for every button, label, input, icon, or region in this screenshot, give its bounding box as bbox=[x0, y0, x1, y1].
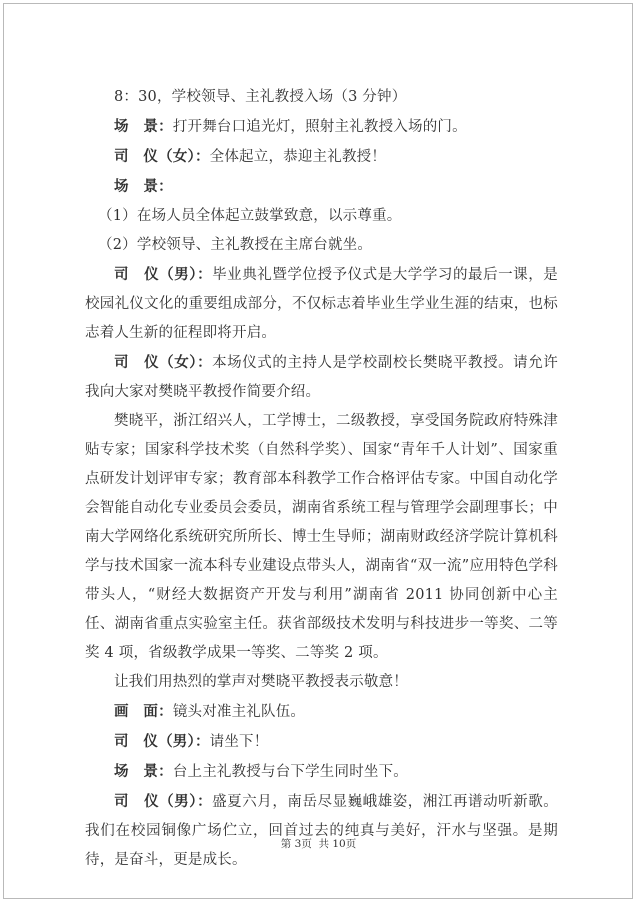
scene-label: 场 景： bbox=[114, 178, 173, 195]
scene-text: 打开舞台口追光灯，照射主礼教授入场的门。 bbox=[172, 119, 467, 135]
emcee-male-line bbox=[85, 787, 558, 875]
scene-direction bbox=[85, 757, 558, 787]
scene-text: 台上主礼教授与台下学生同时坐下。 bbox=[172, 764, 409, 780]
emcee-female-label: 司 仪（女）： bbox=[114, 354, 213, 371]
professor-bio-paragraph bbox=[85, 407, 558, 668]
scene-label: 场 景： bbox=[114, 118, 173, 135]
camera-label: 画 面： bbox=[114, 703, 173, 720]
emcee-male-line bbox=[85, 260, 558, 348]
page-number-footer: 第 3页 共 10页 bbox=[280, 838, 357, 850]
emcee-male-label: 司 仪（男）： bbox=[114, 793, 213, 810]
scene-note-1 bbox=[85, 202, 558, 231]
emcee-male-label: 司 仪（男）： bbox=[114, 733, 210, 750]
scene-direction bbox=[85, 112, 558, 142]
camera-text: 镜头对准主礼队伍。 bbox=[172, 704, 306, 720]
emcee-female-text: 全体起立，恭迎主礼教授！ bbox=[209, 149, 387, 165]
schedule-time-line bbox=[85, 83, 558, 112]
camera-direction bbox=[85, 697, 558, 727]
professor-bio-text: 樊晓平，浙江绍兴人，工学博士，二级教授，享受国务院政府特殊津贴专家；国家科学技术奖（自然科学奖）、国家“青年千人计划”、国家重点研发计划评审专家；教育部本科教学工作合格评估专家。中国自动化学会智能自动化专业委员会委员，湖南省系统工程与管理学会副理事长；中南大学网络化系统研究所所长、博士生导师；湖南财政经济学院计算机科学与技术国家一流本科专业建设点带头人，湖南省“双一流”应用特色学科带头人，“财经大数据资产开发与利用”湖南省 2011 协同创新中心主任、湖南省重点实验室主任。获省部级技术发明与科技进步一等奖、二等奖 4 项，省级教学成果一等奖、二等奖 2 项。 bbox=[85, 413, 558, 661]
emcee-male-text: 请坐下！ bbox=[209, 734, 269, 750]
schedule-time-text: 8：30，学校领导、主礼教授入场（3 分钟） bbox=[114, 89, 407, 105]
scene-note-1-text: （1）在场人员全体起立鼓掌致意，以示尊重。 bbox=[98, 208, 402, 224]
scene-direction bbox=[85, 172, 558, 202]
emcee-male-text: 毕业典礼暨学位授予仪式是大学学习的最后一课，是校园礼仪文化的重要组成部分，不仅标志着毕业生学业生涯的结束，也标志着人生新的征程即将开启。 bbox=[85, 267, 558, 341]
applause-line bbox=[85, 668, 558, 697]
emcee-female-line bbox=[85, 348, 558, 407]
emcee-female-label: 司 仪（女）： bbox=[114, 148, 210, 165]
document-text-block bbox=[85, 83, 558, 875]
emcee-male-line bbox=[85, 727, 558, 757]
emcee-female-text: 本场仪式的主持人是学校副校长樊晓平教授。请允许我向大家对樊晓平教授作简要介绍。 bbox=[85, 355, 558, 400]
emcee-male-text: 盛夏六月，南岳尽显巍峨雄姿，湘江再谱动听新歌。我们在校园铜像广场伫立，回首过去的纯真与美好，汗水与坚强。是期待，是奋斗，更是成长。 bbox=[85, 794, 558, 868]
scene-note-2-text: （2）学校领导、主礼教授在主席台就坐。 bbox=[98, 237, 373, 253]
emcee-male-label: 司 仪（男）： bbox=[114, 266, 213, 283]
scene-note-2 bbox=[85, 231, 558, 260]
scene-label: 场 景： bbox=[114, 763, 173, 780]
emcee-female-line bbox=[85, 142, 558, 172]
applause-text: 让我们用热烈的掌声对樊晓平教授表示敬意！ bbox=[114, 674, 408, 690]
